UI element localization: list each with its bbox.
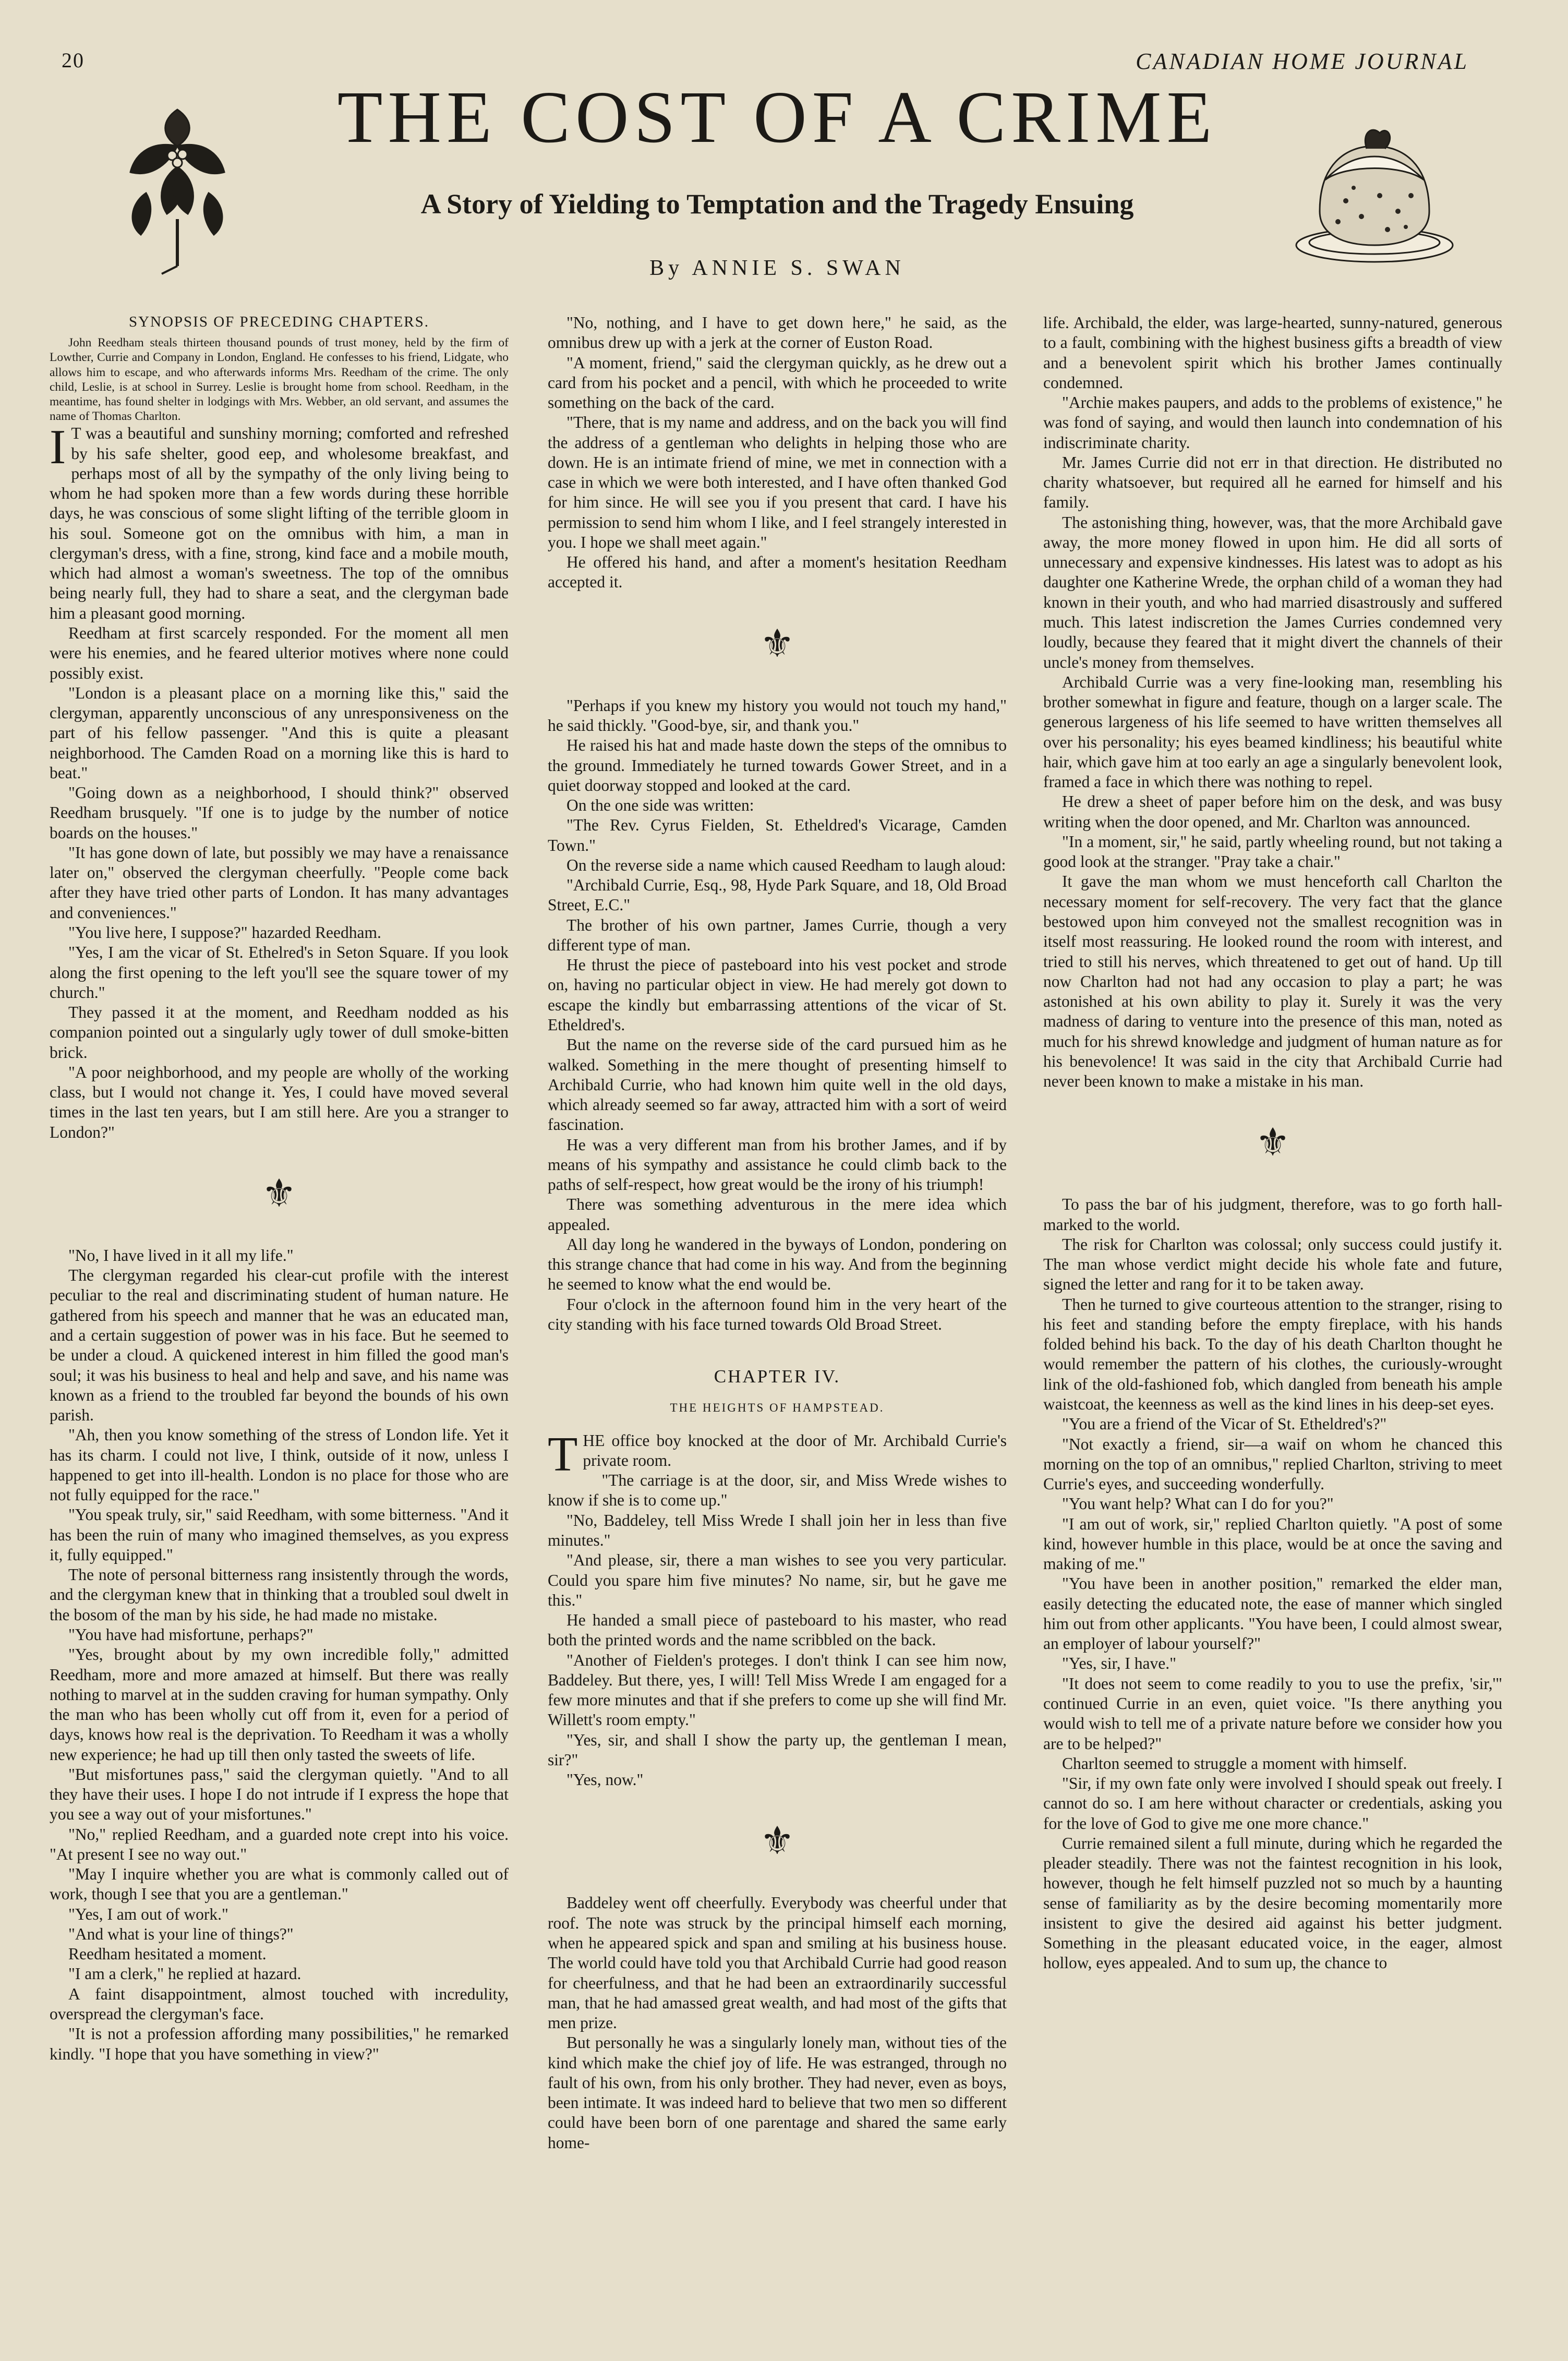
synopsis-heading: SYNOPSIS OF PRECEDING CHAPTERS. [128, 314, 430, 330]
paragraph: IT was a beautiful and sunshiny morning; comforted and refreshed by his safe shelter, good eep, and wholesome breakfast, and perhaps most of all by the sympathy of the only living being to whom he had spoken more than a few words during these horrible days, he was conscious of some slight lifting of the terrible gloom in his soul. Someone got on the omnibus with him, a man in clergyman's dress, with a fine, strong, kind face and a mobile mouth, which had almost a woman's sweetness. The top of the omnibus being nearly full, they had to share a seat, and the clergyman bade him a pleasant good morning. [50, 420, 509, 622]
paragraph: "You live here, I suppose?" hazarded Reedham. [68, 923, 381, 942]
paragraph: On the one side was written: [566, 796, 754, 815]
paragraph: "You have been in another position," remarked the elder man, easily detecting the educated note, the ease of manner which singled him out from other applicants. "You have been, I could almost swear, an employer of labour yourself?" [1043, 1574, 1502, 1653]
paragraph: Four o'clock in the afternoon found him in the very heart of the city standing with his face turned towards Old Broad Street. [548, 1295, 1007, 1333]
column-2-section-a [548, 313, 1007, 593]
text-column-1 [50, 313, 509, 2337]
paragraph: "No, nothing, and I have to get down here," he said, as the omnibus drew up with a jerk at the corner of Euston Road. [548, 314, 1007, 352]
paragraph: "No, Baddeley, tell Miss Wrede I shall join her in less than five minutes." [548, 1511, 1007, 1549]
paragraph: The clergyman regarded his clear-cut profile with the interest peculiar to the real and discriminating student of human nature. He gathered from his speech and manner that he was an educated man, and a certain suggestion of power was in his face. But he seemed to be under a cloud. A quickened interest in him filled the good man's soul; it was his business to heal and help and save, and his name was known as a friend to the troubled far beyond the bounds of his own parish. [50, 1266, 509, 1425]
paragraph: Baddeley went off cheerfully. Everybody was cheerful under that roof. The note was struck by the principal himself each morning, when he appeared spick and span and smiling at his business house. The world could have told you that Archibald Currie had good reason for cheerfulness, and that he had been an extraordinarily successful man, that he had amassed great wealth, and had most of the gifts that men prize. [548, 1894, 1007, 2032]
paragraph: "There, that is my name and address, and on the back you will find the address of a gentleman who delights in helping those who are down. He is an intimate friend of mine, we met in connection with a case in which we were both interested, and I have often thanked God for him since. He will see you if you present that card. I have his permission to send him whom I like, and I feel strangely interested in you. I hope we shall meet again." [548, 413, 1007, 551]
paragraph: "Archie makes paupers, and adds to the problems of existence," he was fond of saying, and would then launch into condemnation of his indiscriminate charity. [1043, 393, 1502, 452]
column-2-section-b [548, 696, 1007, 1335]
paragraph: He handed a small piece of pasteboard to his master, who read both the printed words and the name scribbled on the back. [548, 1611, 1007, 1649]
fleur-de-lis-icon: ⚜ [261, 1172, 297, 1215]
chapter-subheading: THE HEIGHTS OF HAMPSTEAD. [670, 1401, 885, 1414]
paragraph: "A poor neighborhood, and my people are wholly of the working class, but I would not change it. Yes, I could have moved several times in the last ten years, but I am still here. Are you a stranger to London?" [50, 1063, 509, 1141]
paragraph: "The carriage is at the door, sir, and Miss Wrede wishes to know if she is to come up." [548, 1471, 1007, 1510]
paragraph: "May I inquire whether you are what is commonly called out of work, though I see that you are a gentleman." [50, 1865, 509, 1904]
christmas-pudding-illustration [1288, 117, 1461, 269]
article-title: THE COST OF A CRIME [337, 76, 1217, 158]
paragraph: It gave the man whom we must henceforth call Charlton the necessary moment for self-recovery. The very fact that the glance bestowed upon him conveyed not the smallest recognition was in itself most reassuring. He looked round the room with interest, and tried to still his nerves, which threatened to get out of hand. Up till now Charlton had not had any occasion to play a part; he was astonished at his own ability to play it. Surely it was the very madness of daring to venture into the presence of this man, noted as much for his shrewd knowledge and judgment of human nature as for his benevolence! It was said in the city that Archibald Currie had never been known to make a mistake in his man. [1043, 872, 1502, 1091]
paragraph: "You are a friend of the Vicar of St. Etheldred's?" [1062, 1415, 1387, 1434]
paragraph: THE office boy knocked at the door of Mr. Archibald Currie's private room. [548, 1427, 1007, 1481]
paragraph: They passed it at the moment, and Reedham nodded as his companion pointed out a singularly ugly tower of dull smoke-bitten brick. [50, 1003, 509, 1062]
paragraph: "It does not seem to come readily to you to use the prefix, 'sir,'" continued Currie in an even, quiet voice. "Is there anything you would wish to tell me of a private nature before we consider how you are to be helped?" [1043, 1674, 1502, 1753]
paragraph: To pass the bar of his judgment, therefore, was to go forth hall-marked to the world. [1043, 1195, 1502, 1234]
paragraph: life. Archibald, the elder, was large-hearted, sunny-natured, generous to a fault, combining with the highest business gifts a breadth of view and a benevolent spirit which his brother James continually condemned. [1043, 314, 1502, 392]
fleur-de-lis-icon: ⚜ [759, 1820, 795, 1863]
chapter-heading: CHAPTER IV. [714, 1366, 841, 1387]
paragraph: "You have had misfortune, perhaps?" [68, 1625, 313, 1644]
paragraph: "Yes, brought about by my own incredible folly," admitted Reedham, more and more amazed at himself. But there was really nothing to marvel at in the sudden craving for human sympathy. Only the man who has been wholly cut off from it, even for a period of days, knows how real is the deprivation. To Reedham it was a wholly new experience; he had up till then only tasted the sweets of life. [50, 1645, 509, 1764]
article-byline: By ANNIE S. SWAN [649, 256, 905, 280]
holly-illustration [99, 89, 256, 276]
paragraph: "I am a clerk," he replied at hazard. [68, 1965, 301, 1983]
paragraph: "Not exactly a friend, sir—a waif on whom he chanced this morning on the top of an omnibus," replied Charlton, striving to meet Currie's eyes, and succeeding wonderfully. [1043, 1435, 1502, 1493]
paragraph: Reedham at first scarcely responded. For the moment all men were his enemies, and he feared ulterior motives where none could possibly exist. [50, 624, 509, 682]
paragraph: Then he turned to give courteous attention to the stranger, rising to his feet and standing before the empty fireplace, with his hands folded behind his back. To the day of his death Charlton thought he would remember the pattern of his clothes, the curiously-wrought link of the old-fashioned fob, which dangled from beneath his ample waistcoat, the keenness as well as the kind lines in his deep-set eyes. [1043, 1295, 1502, 1414]
paragraph: "Yes, now." [566, 1770, 644, 1789]
paragraph: "You want help? What can I do for you?" [1062, 1495, 1334, 1513]
paragraph: "The Rev. Cyrus Fielden, St. Etheldred's Vicarage, Camden Town." [548, 816, 1007, 854]
paragraph: He offered his hand, and after a moment's hesitation Reedham accepted it. [548, 553, 1007, 592]
paragraph: "Yes, I am the vicar of St. Ethelred's in Seton Square. If you look along the first opening to the left you'll see the square tower of my church." [50, 943, 509, 1002]
fleur-de-lis-icon: ⚜ [1255, 1122, 1290, 1165]
paragraph: The risk for Charlton was colossal; only success could justify it. The man whose verdict might decide his whole fate and future, signed the letter and rang for it to be taken away. [1043, 1235, 1502, 1294]
paragraph: "No," replied Reedham, and a guarded note crept into his voice. "At present I see no way out." [50, 1825, 509, 1863]
paragraph: "Sir, if my own fate only were involved I should speak out freely. I cannot do so. I am here without character or credentials, asking you for the love of God to give me one more chance." [1043, 1774, 1502, 1833]
paragraph: Reedham hesitated a moment. [68, 1945, 267, 1964]
paragraph: Mr. James Currie did not err in that direction. He distributed no charity whatsoever, but required all he earned for himself and his family. [1043, 453, 1502, 512]
paragraph: Currie remained silent a full minute, during which he regarded the pleader steadily. There was not the faintest recognition in his look, however, though he felt himself puzzled not so much by a haunting sense of familiarity as by the desire becoming momentarily more insistent to give the desired aid against his better judgment. Something in the pleasant educated voice, in the eager, almost hollow, eyes appealed. And to sum up, the chance to [1043, 1834, 1502, 1972]
paragraph: "I am out of work, sir," replied Charlton quietly. "A post of some kind, however humble in this place, would be at once the saving and making of me." [1043, 1514, 1502, 1573]
paragraph: The note of personal bitterness rang insistently through the words, and the clergyman knew that in thinking that a troubled soul dwelt in the bosom of the man by his side, he had made no mistake. [50, 1565, 509, 1624]
paragraph: "It is not a profession affording many possibilities," he remarked kindly. "I hope that you have something in view?" [50, 2025, 509, 2063]
text-column-2 [548, 313, 1007, 2337]
paragraph: "Yes, sir, and shall I show the party up, the gentleman I mean, sir?" [548, 1730, 1007, 1769]
paragraph: "No, I have lived in it all my life." [68, 1246, 294, 1264]
column-1-section-a [50, 420, 509, 1142]
paragraph: "Yes, I am out of work." [68, 1905, 228, 1923]
paragraph: He thrust the piece of pasteboard into his vest pocket and strode on, having no particular object in view. He had merely got down to escape the kindly but embarrassing attentions of the vicar of St. Etheldred's. [548, 956, 1007, 1034]
fleur-de-lis-icon: ⚜ [759, 622, 795, 666]
column-3-section-a [1043, 313, 1502, 1091]
article-subtitle: A Story of Yielding to Temptation and the Tragedy Ensuing [420, 188, 1134, 220]
paragraph: "A moment, friend," said the clergyman quickly, as he drew out a card from his pocket and a pencil, with which he proceeded to write something on the back of the card. [548, 353, 1007, 412]
paragraph: "But misfortunes pass," said the clergyman quietly. "And to all they have their uses. I hope I do not intrude if I express the hope that you see a way out of your misfortunes." [50, 1765, 509, 1824]
paragraph: "Yes, sir, I have." [1062, 1654, 1176, 1673]
paragraph: "London is a pleasant place on a morning like this," said the clergyman, apparently unconscious of any unresponsiveness on the part of his fellow passenger. "And this is quite a pleasant neighborhood. The Camden Road on a morning like this is hard to beat." [50, 683, 509, 782]
paragraph: "Another of Fielden's proteges. I don't think I can see him now, Baddeley. But there, yes, I will! Tell Miss Wrede I am engaged for a few more minutes and that if she prefers to come up she will find Mr. Willett's room empty." [548, 1651, 1007, 1729]
paragraph: There was something adventurous in the mere idea which appealed. [548, 1195, 1007, 1234]
column-2-section-d [548, 1893, 1007, 2152]
column-2-section-c [548, 1427, 1007, 1790]
paragraph: Archibald Currie was a very fine-looking man, resembling his brother somewhat in figure and feature, though on a larger scale. The generous largeness of his life seemed to have written themselves all over his personality; his eyes beamed kindliness; his beautiful white hair, which gave him at too early an age a singularly benevolent look, framed a face in which there was nothing to repel. [1043, 672, 1502, 791]
paragraph: "In a moment, sir," he said, partly wheeling round, but not taking a good look at the stranger. "Pray take a chair." [1043, 832, 1502, 871]
page-number: 20 [62, 49, 85, 72]
paragraph: "And please, sir, there a man wishes to see you very particular. Could you spare him five minutes? No name, sir, but he gave me this." [548, 1551, 1007, 1609]
paragraph: "You speak truly, sir," said Reedham, with some bitterness. "And it has been the ruin of many who imagined themselves, as you express it, fully equipped." [50, 1505, 509, 1564]
paragraph: He raised his hat and made haste down the steps of the omnibus to the ground. Immediately he turned towards Gower Street, and in a quiet doorway stopped and looked at the card. [548, 736, 1007, 794]
paragraph: "Perhaps if you knew my history you would not touch my hand," he said thickly. "Good-bye, sir, and thank you." [548, 696, 1007, 734]
paragraph: The astonishing thing, however, was, that the more Archibald gave away, the more money flowed in upon him. He did all sorts of unnecessary and expensive kindnesses. His latest was to adopt as his daughter one Katherine Wrede, the orphan child of a woman they had known in their youth, and who had married disastrously and suffered much. This latest indiscretion the James Curries condemned very loudly, because they feared that it might divert the channels of their uncle's money from themselves. [1043, 513, 1502, 671]
paragraph: All day long he wandered in the byways of London, pondering on this strange chance that had come in his way. And from the beginning he seemed to know what the end would be. [548, 1235, 1007, 1294]
paragraph: "Going down as a neighborhood, I should think?" observed Reedham brusquely. "If one is to judge by the number of notice boards on the houses." [50, 784, 509, 842]
paragraph: Charlton seemed to struggle a moment with himself. [1062, 1754, 1407, 1773]
paragraph: But personally he was a singularly lonely man, without ties of the kind which make the chief joy of life. He was estranged, through no fault of his own, from his only brother. They had never, even as boys, been intimate. It was indeed hard to believe that two men so different could have been born of one parentage and shared the same early home- [548, 2033, 1007, 2152]
column-1-section-b [50, 1246, 509, 2064]
paragraph: He was a very different man from his brother James, and if by means of his sympathy and assistance he could climb back to the paths of self-respect, how great would be the irony of his triumph! [548, 1135, 1007, 1194]
text-column-3 [1043, 313, 1502, 2337]
paragraph: The brother of his own partner, James Currie, though a very different type of man. [548, 916, 1007, 954]
paragraph: But the name on the reverse side of the card pursued him as he walked. Something in the mere thought of presenting himself to Archibald Currie, who had known him quite well in the old days, which already seemed so far away, attracted him with a sort of weird fascination. [548, 1035, 1007, 1134]
paragraph: He drew a sheet of paper before him on the desk, and was busy writing when the door opened, and Mr. Charlton was announced. [1043, 792, 1502, 831]
paragraph: "Archibald Currie, Esq., 98, Hyde Park Square, and 18, Old Broad Street, E.C." [548, 876, 1007, 914]
paragraph: A faint disappointment, almost touched with incredulity, overspread the clergyman's face. [50, 1984, 509, 2023]
paragraph: "Ah, then you know something of the stress of London life. Yet it has its charm. I could not live, I think, outside of it now, unless I happened to get into ill-health. London is no place for those who are not fully equipped for the race." [50, 1426, 509, 1504]
paragraph: On the reverse side a name which caused Reedham to laugh aloud: [566, 856, 1006, 874]
paragraph: "And what is your line of things?" [68, 1924, 294, 1943]
column-3-section-b [1043, 1195, 1502, 1973]
synopsis-text: John Reedham steals thirteen thousand pounds of trust money, held by the firm of Lowther, Currie and Company in London, England. He confesses to his friend, Lidgate, who allows him to escape, and who afterwards informs Mrs. Reedham of the crime. The only child, Leslie, is at school in Surrey. Leslie is brought home from school. Reedham, in the meantime, has found shelter in lodgings with Mrs. Webber, an old servant, and assumes the name of Thomas Charlton. [50, 336, 509, 424]
paragraph: "It has gone down of late, but possibly we may have a renaissance later on," observed the clergyman cheerfully. "People come back after they have tried other parts of London. It has many advantages and conveniences." [50, 843, 509, 922]
journal-name: CANADIAN HOME JOURNAL [1136, 49, 1469, 74]
